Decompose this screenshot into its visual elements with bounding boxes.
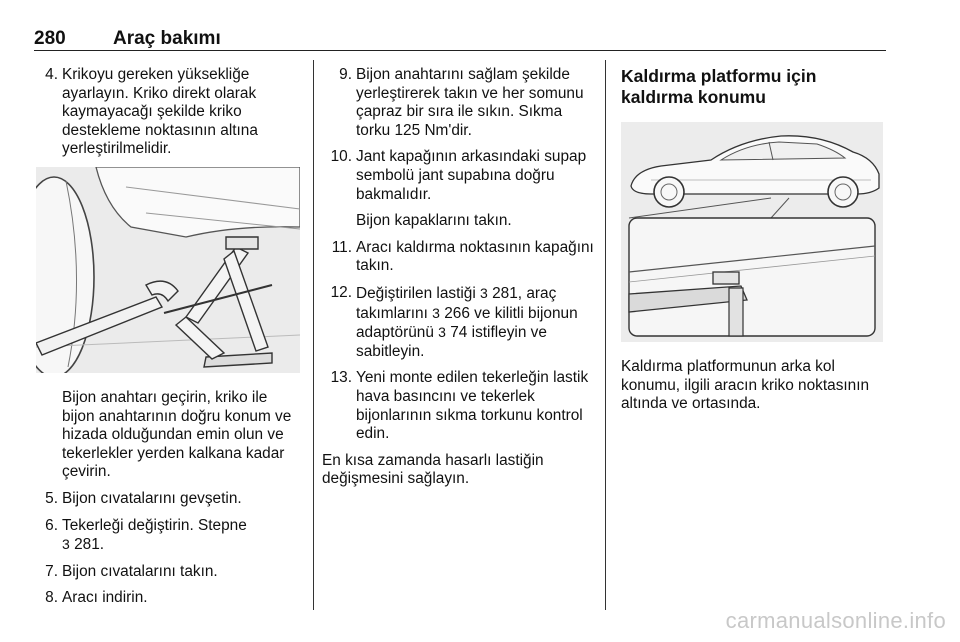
step-11 <box>322 239 594 276</box>
step-note: Bijon kapaklarını takın. <box>356 212 512 230</box>
reference-arrow-icon: 3 <box>438 324 446 341</box>
step-number: 6. <box>45 516 58 534</box>
step-number: 9. <box>339 66 352 83</box>
step-text: Bijon cıvatalarını gevşetin. <box>62 489 242 507</box>
page-title: Araç bakımı <box>113 28 221 49</box>
page-reference-link[interactable]: 281. <box>74 536 105 554</box>
closing-paragraph: En kısa zamanda hasarlı lastiğin değişmesini sağlayın. <box>322 451 544 488</box>
step-number: 10. <box>330 148 352 166</box>
figure-note: Bijon anahtarı geçirin, kriko ile bijon anahtarının doğru konum ve hizada olduğundan emin olun ve tekerlekler yerden kalkana kadar çevirin. <box>62 388 292 481</box>
step-13 <box>322 369 594 443</box>
step-text: Aracı kaldırma noktasının kapağını takın. <box>356 238 594 275</box>
column-divider-2 <box>605 60 606 610</box>
step-number: 12. <box>330 283 352 301</box>
page-header <box>34 28 886 50</box>
step-text: Bijon cıvatalarını takın. <box>62 562 218 580</box>
step-4 <box>36 66 302 159</box>
lift-platform-illustration <box>621 122 883 342</box>
step-text: Tekerleği değiştirin. Stepne <box>62 516 247 534</box>
page-reference-link[interactable]: 266 ve kilitli bijonun adaptörünü <box>356 304 578 342</box>
column-2 <box>322 66 594 497</box>
step-number: 7. <box>45 562 58 580</box>
step-text: Değiştirilen lastiği <box>356 284 476 302</box>
step-text: Jant kapağının arkasındaki supap sembolü jant supabına doğru bakmalıdır. <box>356 148 587 203</box>
watermark: carmanualsonline.info <box>725 608 946 633</box>
step-5 <box>36 490 302 509</box>
step-8 <box>36 589 302 608</box>
section-heading: Kaldırma platformu için kaldırma konumu <box>621 66 817 107</box>
step-text: Yeni monte edilen tekerleğin lastik hava basıncını ve tekerlek bijonlarının sıkma torkunu kontrol edin. <box>356 369 589 443</box>
reference-arrow-icon: 3 <box>480 284 488 301</box>
figure-caption: Kaldırma platformunun arka kol konumu, ilgili aracın kriko noktasının altında ve ortasında. <box>621 358 870 413</box>
jack-illustration <box>36 167 300 373</box>
column-3 <box>621 66 887 422</box>
step-text: Krikoyu gereken yüksekliğe ayarlayın. Kriko direkt olarak kaymayacağı şekilde kriko destekleme noktasının altına yerleştirilmelidir. <box>62 66 258 158</box>
step-7 <box>36 563 302 582</box>
reference-arrow-icon: 3 <box>432 304 440 321</box>
page-reference-link[interactable]: 281, araç takımlarını <box>356 284 557 322</box>
step-text: Aracı indirin. <box>62 589 148 607</box>
reference-arrow-icon: 3 <box>62 536 70 553</box>
step-number: 13. <box>330 369 352 387</box>
step-number: 11. <box>331 238 352 256</box>
column-divider-1 <box>313 60 314 610</box>
step-10 <box>322 148 594 230</box>
page-number: 280 <box>34 28 66 49</box>
page-reference-link[interactable]: 74 istifleyin ve sabitleyin. <box>356 324 547 360</box>
header-rule <box>34 50 886 51</box>
step-12 <box>322 284 594 361</box>
step-number: 8. <box>45 589 58 607</box>
column-1 <box>36 66 302 616</box>
step-6 <box>36 517 302 555</box>
step-text: Bijon anahtarını sağlam şekilde yerleştirerek takın ve her somunu çapraz bir sıra ile sıkın. Sıkma torku 125 Nm'dir. <box>356 66 584 139</box>
step-9 <box>322 66 594 140</box>
step-number: 5. <box>45 489 58 507</box>
step-number: 4. <box>45 66 58 83</box>
